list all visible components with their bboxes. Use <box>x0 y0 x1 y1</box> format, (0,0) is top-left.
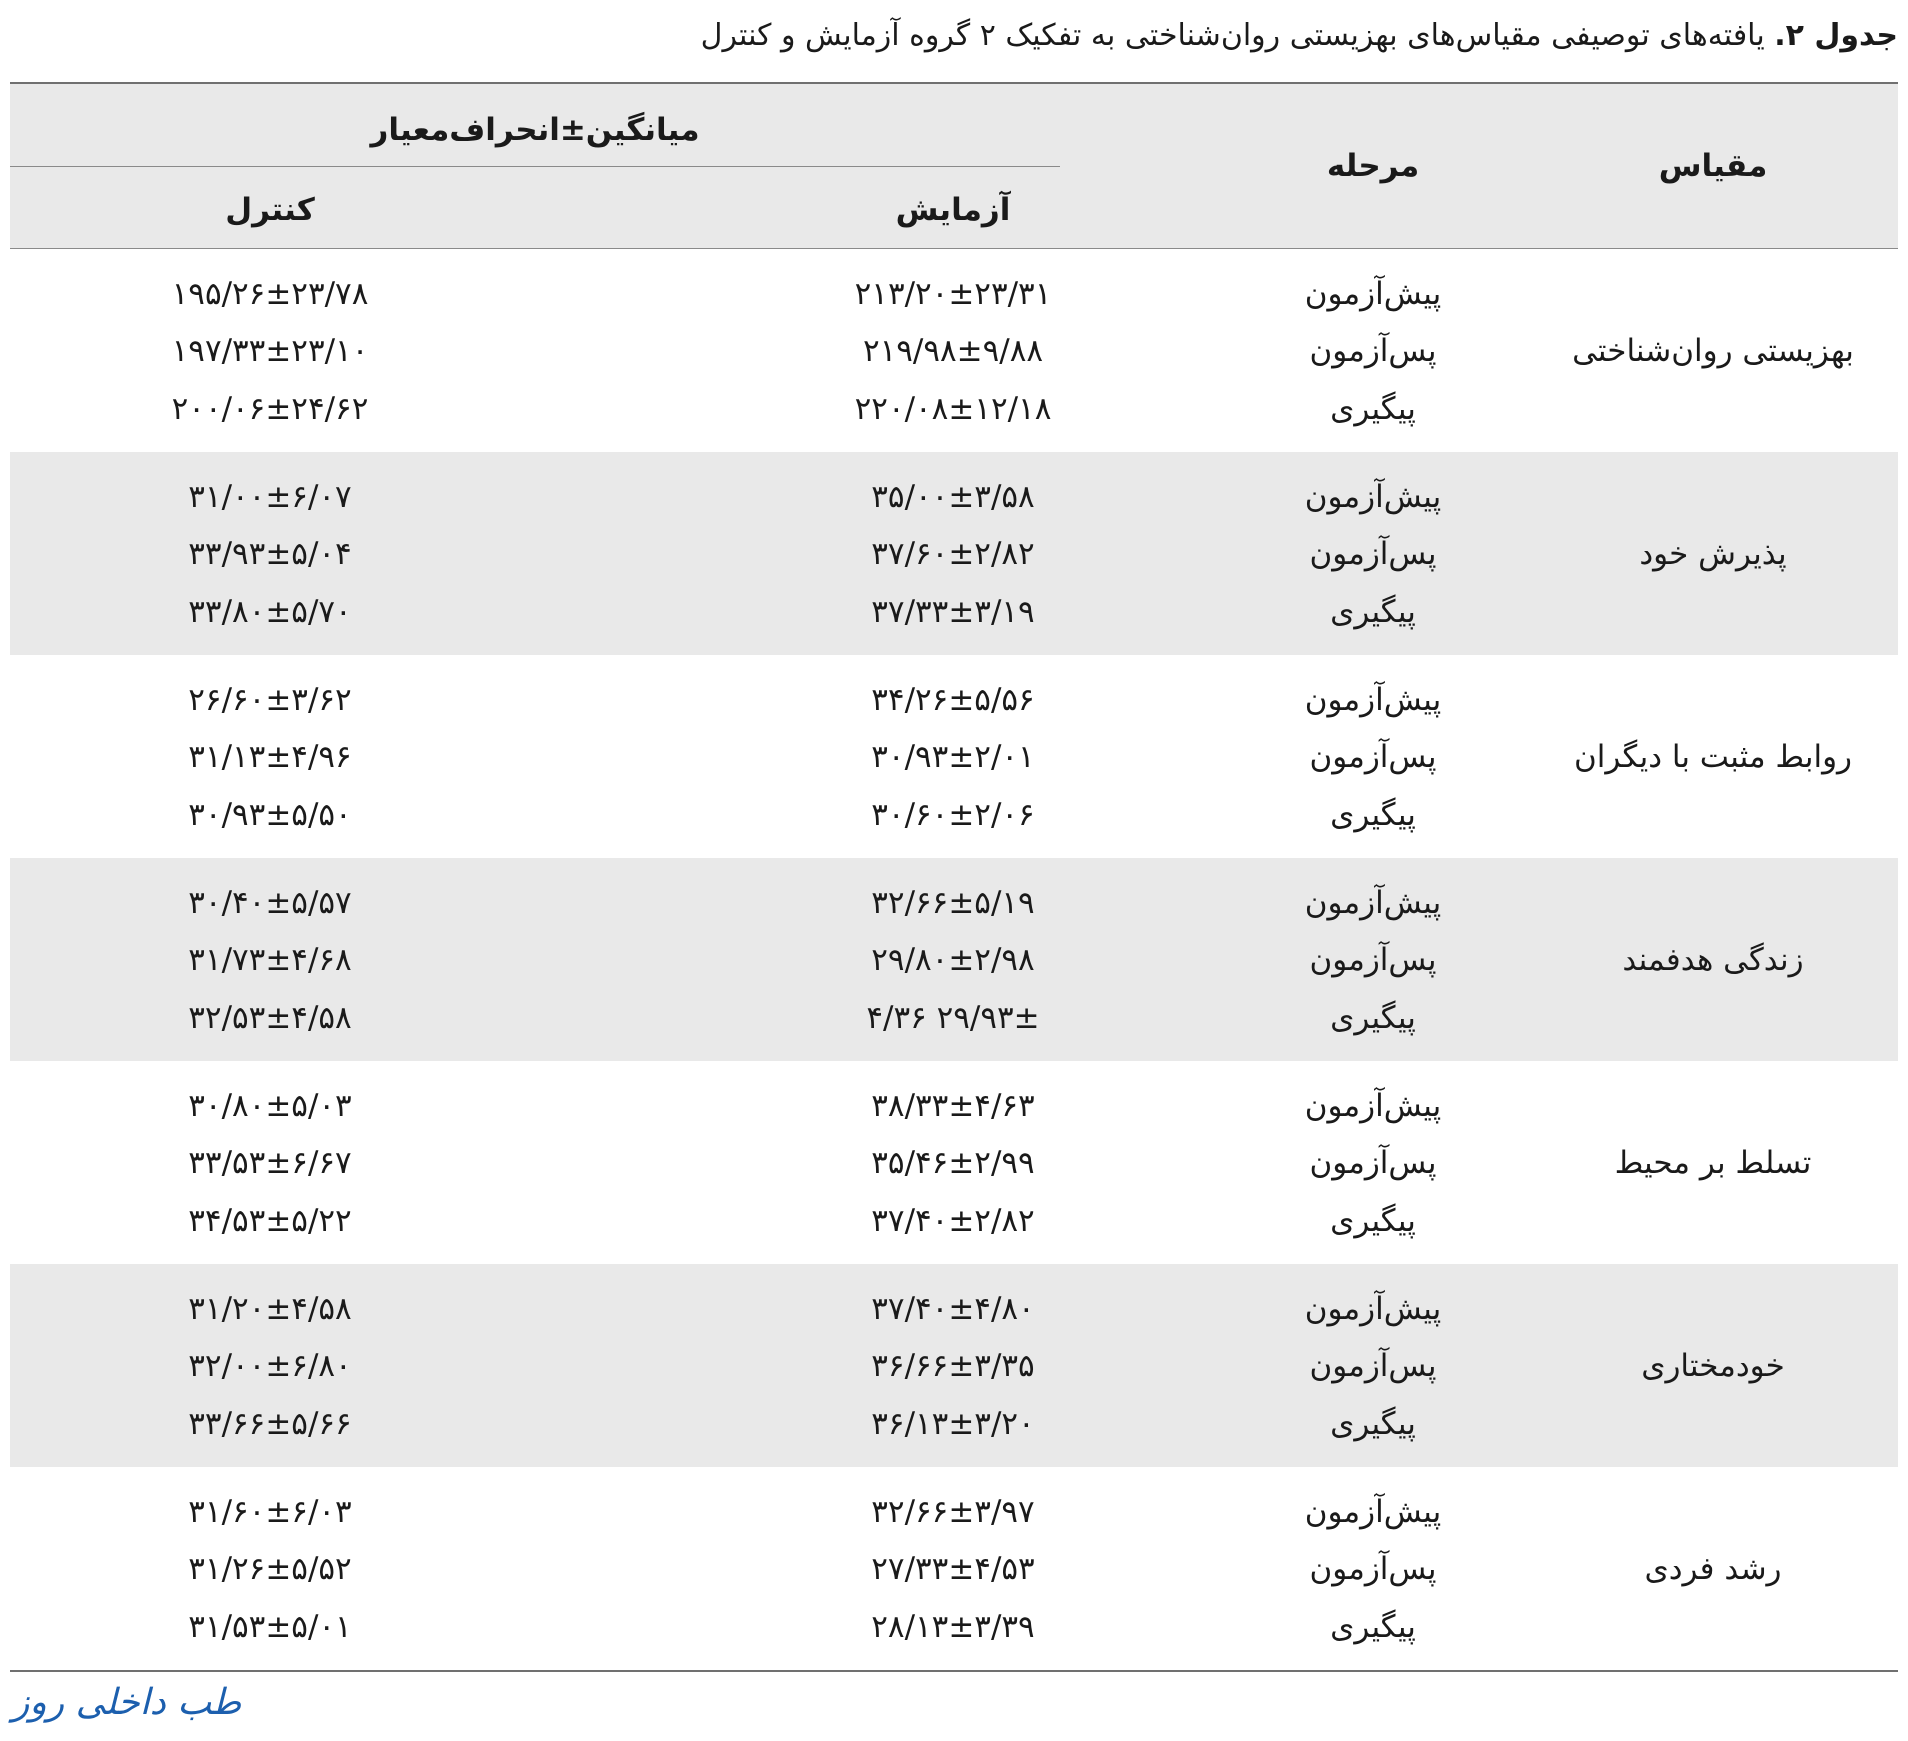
table-group <box>10 1467 1898 1670</box>
control-cell: ۳۲/۰۰±۶/۸۰ <box>188 1348 352 1384</box>
table-row <box>10 1483 1898 1541</box>
table-row <box>10 1192 1898 1250</box>
experiment-cell: ۳۵/۴۶±۲/۹۹ <box>871 1145 1035 1181</box>
stage-cell: پس‌آزمون <box>1309 1348 1437 1384</box>
table-group <box>10 655 1898 858</box>
experiment-cell: ۳۷/۶۰±۲/۸۲ <box>871 536 1035 572</box>
experiment-cell: ۳۵/۰۰±۳/۵۸ <box>871 479 1035 515</box>
experiment-cell: ۳۲/۶۶±۵/۱۹ <box>871 885 1035 921</box>
control-cell: ۳۱/۰۰±۶/۰۷ <box>188 479 352 515</box>
control-cell: ۳۱/۲۰±۴/۵۸ <box>188 1291 352 1327</box>
scale-name-cell: پذیرش خود <box>1639 535 1787 572</box>
control-cell: ۳۳/۸۰±۵/۷۰ <box>188 594 352 630</box>
header-scale: مقیاس <box>1658 148 1768 184</box>
experiment-cell: ۳۷/۴۰±۴/۸۰ <box>871 1291 1035 1327</box>
table-row <box>10 1134 1898 1192</box>
stage-cell: پس‌آزمون <box>1309 1551 1437 1587</box>
header-mean-sd: میانگین±انحراف‌معیار <box>370 112 700 148</box>
control-cell: ۱۹۷/۳۳±۲۳/۱۰ <box>171 333 369 369</box>
experiment-cell: ۳۷/۳۳±۳/۱۹ <box>871 594 1035 630</box>
stage-cell: پیگیری <box>1330 1609 1416 1645</box>
control-cell: ۱۹۵/۲۶±۲۳/۷۸ <box>171 276 369 312</box>
stage-cell: پیش‌آزمون <box>1304 276 1442 312</box>
table-row <box>10 1395 1898 1453</box>
experiment-cell: ۲۲۰/۰۸±۱۲/۱۸ <box>854 391 1052 427</box>
experiment-cell: ۳۸/۳۳±۴/۶۳ <box>871 1088 1035 1124</box>
table-bottom-rule <box>10 1670 1898 1672</box>
scale-name-cell: تسلط بر محیط <box>1614 1144 1812 1181</box>
control-cell: ۳۱/۶۰±۶/۰۳ <box>188 1494 352 1530</box>
table-row <box>10 931 1898 989</box>
table-group <box>10 249 1898 452</box>
scale-name-cell: روابط مثبت با دیگران <box>1573 738 1853 775</box>
control-cell: ۲۶/۶۰±۳/۶۲ <box>188 682 352 718</box>
stage-cell: پیش‌آزمون <box>1304 479 1442 515</box>
experiment-cell: ۲۱۳/۲۰±۲۳/۳۱ <box>854 276 1052 312</box>
stage-cell: پیش‌آزمون <box>1304 1494 1442 1530</box>
table-row <box>10 874 1898 932</box>
stage-cell: پس‌آزمون <box>1309 942 1437 978</box>
control-cell: ۳۰/۸۰±۵/۰۳ <box>188 1088 352 1124</box>
caption-label: جدول ۲. <box>1774 18 1898 53</box>
experiment-cell: ۳۰/۹۳±۲/۰۱ <box>871 739 1035 775</box>
header-span-rule <box>10 166 1060 167</box>
table-row <box>10 583 1898 641</box>
control-cell: ۳۰/۹۳±۵/۵۰ <box>188 797 352 833</box>
scale-name-cell: رشد فردی <box>1644 1550 1782 1587</box>
control-cell: ۳۰/۴۰±۵/۵۷ <box>188 885 352 921</box>
table-row <box>10 1598 1898 1656</box>
experiment-cell: ۳۶/۶۶±۳/۳۵ <box>871 1348 1035 1384</box>
experiment-cell: ۲۹/۹۳± ۴/۳۶ <box>866 1000 1040 1036</box>
stage-cell: پیگیری <box>1330 1406 1416 1442</box>
control-cell: ۳۲/۵۳±۴/۵۸ <box>188 1000 352 1036</box>
caption-text: یافته‌های توصیفی مقیاس‌های بهزیستی روان‌شناختی به تفکیک ۲ گروه آزمایش و کنترل <box>700 18 1775 53</box>
experiment-cell: ۳۰/۶۰±۲/۰۶ <box>871 797 1035 833</box>
experiment-cell: ۲۹/۸۰±۲/۹۸ <box>871 942 1035 978</box>
experiment-cell: ۳۲/۶۶±۳/۹۷ <box>871 1494 1035 1530</box>
table-row <box>10 380 1898 438</box>
stage-cell: پیش‌آزمون <box>1304 1291 1442 1327</box>
header-control: کنترل <box>225 192 315 228</box>
stage-cell: پیگیری <box>1330 797 1416 833</box>
scale-name-cell: زندگی هدفمند <box>1622 941 1804 978</box>
header-stage: مرحله <box>1326 148 1420 184</box>
table-row <box>10 265 1898 323</box>
control-cell: ۳۴/۵۳±۵/۲۲ <box>188 1203 352 1239</box>
stage-cell: پس‌آزمون <box>1309 536 1437 572</box>
scale-name-cell: بهزیستی روان‌شناختی <box>1572 332 1854 369</box>
descriptive-table <box>10 82 1898 1672</box>
experiment-cell: ۳۷/۴۰±۲/۸۲ <box>871 1203 1035 1239</box>
stage-cell: پیش‌آزمون <box>1304 1088 1442 1124</box>
control-cell: ۳۱/۱۳±۴/۹۶ <box>188 739 352 775</box>
experiment-cell: ۲۸/۱۳±۳/۳۹ <box>871 1609 1035 1645</box>
stage-cell: پیگیری <box>1330 391 1416 427</box>
table-row <box>10 525 1898 583</box>
table-group <box>10 452 1898 655</box>
header-experiment: آزمایش <box>895 192 1011 228</box>
table-row <box>10 322 1898 380</box>
experiment-cell: ۲۷/۳۳±۴/۵۳ <box>871 1551 1035 1587</box>
scale-name-cell: خودمختاری <box>1641 1347 1785 1384</box>
table-row <box>10 1540 1898 1598</box>
table-group <box>10 1264 1898 1467</box>
experiment-cell: ۳۴/۲۶±۵/۵۶ <box>871 682 1035 718</box>
stage-cell: پیگیری <box>1330 1000 1416 1036</box>
table-row <box>10 1077 1898 1135</box>
control-cell: ۳۳/۵۳±۶/۶۷ <box>188 1145 352 1181</box>
control-cell: ۳۳/۶۶±۵/۶۶ <box>188 1406 352 1442</box>
table-group <box>10 858 1898 1061</box>
table-header <box>10 84 1898 249</box>
journal-logo: طب داخلی روز <box>12 1682 242 1723</box>
control-cell: ۲۰۰/۰۶±۲۴/۶۲ <box>171 391 369 427</box>
table-row <box>10 468 1898 526</box>
table-row <box>10 728 1898 786</box>
table-caption <box>10 14 1898 58</box>
control-cell: ۳۱/۲۶±۵/۵۲ <box>188 1551 352 1587</box>
stage-cell: پس‌آزمون <box>1309 1145 1437 1181</box>
table-row <box>10 671 1898 729</box>
stage-cell: پیگیری <box>1330 594 1416 630</box>
table-row <box>10 1337 1898 1395</box>
stage-cell: پس‌آزمون <box>1309 739 1437 775</box>
experiment-cell: ۲۱۹/۹۸±۹/۸۸ <box>862 333 1044 369</box>
stage-cell: پیش‌آزمون <box>1304 682 1442 718</box>
table-group <box>10 1061 1898 1264</box>
table-row <box>10 1280 1898 1338</box>
table-row <box>10 989 1898 1047</box>
control-cell: ۳۱/۵۳±۵/۰۱ <box>188 1609 352 1645</box>
table-body <box>10 249 1898 1670</box>
stage-cell: پس‌آزمون <box>1309 333 1437 369</box>
stage-cell: پیگیری <box>1330 1203 1416 1239</box>
stage-cell: پیش‌آزمون <box>1304 885 1442 921</box>
control-cell: ۳۱/۷۳±۴/۶۸ <box>188 942 352 978</box>
control-cell: ۳۳/۹۳±۵/۰۴ <box>188 536 352 572</box>
experiment-cell: ۳۶/۱۳±۳/۲۰ <box>871 1406 1035 1442</box>
table-row <box>10 786 1898 844</box>
